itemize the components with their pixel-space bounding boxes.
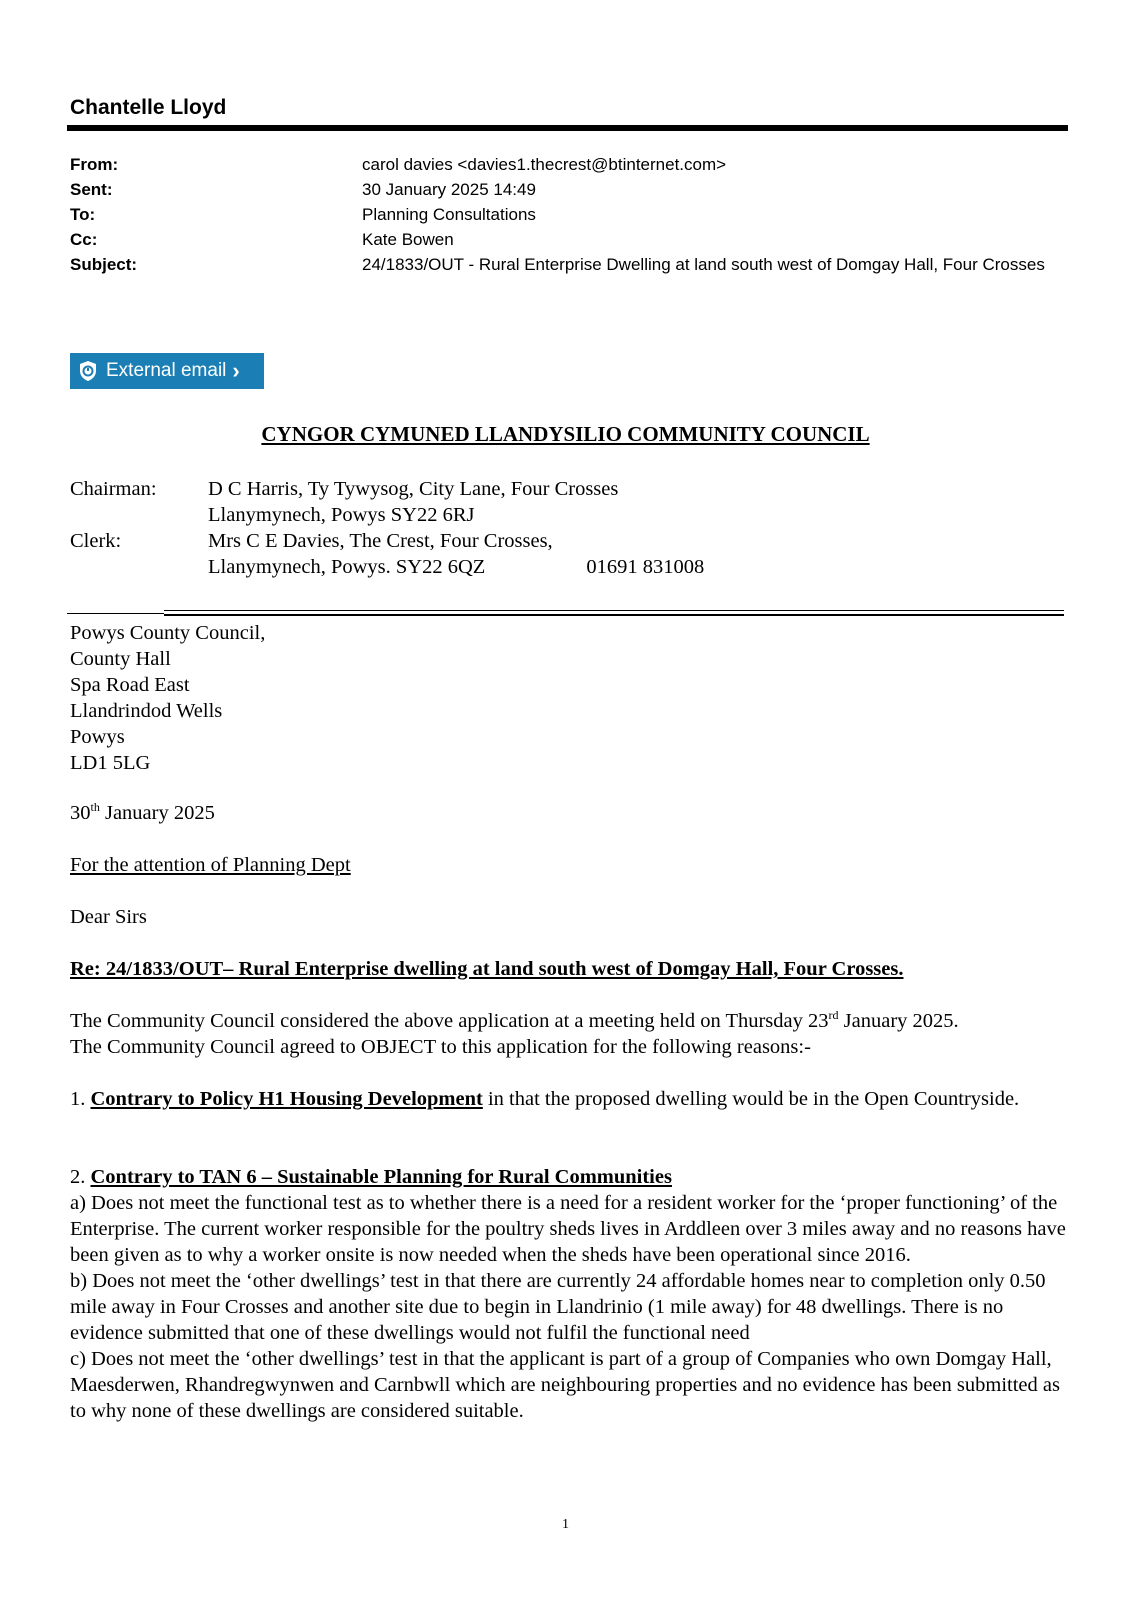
letterhead-rule-left (67, 613, 164, 614)
intro-sup: rd (828, 1008, 839, 1023)
salutation: Dear Sirs (70, 906, 147, 928)
reason-2-heading (70, 1164, 1070, 1190)
reason-2c: c) Does not meet the ‘other dwellings’ test in that the applicant is part of a group of Companies who own Domgay Hall, Maesderwen, Rhandregwynwen and Carnbwll which are neighbouring properties and no evidence has been submitted as to why none of these dwellings are considered suitable. (70, 1348, 1060, 1422)
from-value[interactable]: carol davies <davies1.thecrest@btinternet.com> (362, 155, 727, 174)
external-email-badge[interactable] (70, 353, 264, 389)
date-day: 30 (70, 802, 91, 824)
intro-line-2: The Community Council agreed to OBJECT to this application for the following reasons:- (70, 1036, 811, 1058)
intro-text-b: January 2025. (838, 1010, 959, 1032)
chairman-label: Chairman: (70, 478, 157, 500)
chairman-address (208, 476, 618, 528)
from-row (70, 152, 1050, 177)
intro-paragraph (70, 1008, 1070, 1060)
shield-icon (78, 360, 98, 382)
address-line: Llandrindod Wells (70, 700, 223, 722)
address-line: LD1 5LG (70, 752, 151, 774)
address-line: Powys (70, 726, 125, 748)
reason-1 (70, 1086, 1070, 1112)
letterhead-rule-lower (164, 614, 1064, 616)
letterhead-rule-upper (164, 610, 1064, 611)
intro-text-a: The Community Council considered the above application at a meeting held on Thursday 23 (70, 1010, 829, 1032)
council-name-heading: CYNGOR CYMUNED LLANDYSILIO COMMUNITY COUNCIL (261, 422, 870, 446)
cc-row (70, 227, 1050, 252)
clerk-line-2 (208, 554, 704, 580)
reason-2-number: 2. (70, 1166, 91, 1188)
sent-value: 30 January 2025 14:49 (362, 180, 536, 199)
chairman-line-1: D C Harris, Ty Tywysog, City Lane, Four Crosses (208, 478, 619, 500)
reason-2-title: Contrary to TAN 6 – Sustainable Planning for Rural Communities (90, 1166, 672, 1188)
letter-date (70, 800, 1070, 826)
address-line: Spa Road East (70, 674, 190, 696)
chairman-line-2: Llanymynech, Powys SY22 6RJ (208, 504, 475, 526)
attention-line: For the attention of Planning Dept (70, 854, 351, 876)
clerk-row (70, 528, 704, 580)
reason-2 (70, 1164, 1070, 1424)
to-label: To: (70, 205, 96, 224)
reason-1-title: Contrary to Policy H1 Housing Development (90, 1088, 483, 1110)
mailbox-owner-name: Chantelle Lloyd (70, 96, 227, 119)
page-number: 1 (562, 1517, 569, 1532)
cc-label: Cc: (70, 230, 98, 249)
subject-label: Subject: (70, 255, 138, 274)
cc-value[interactable]: Kate Bowen (362, 230, 454, 249)
reason-1-number: 1. (70, 1088, 91, 1110)
re-line: Re: 24/1833/OUT– Rural Enterprise dwelling at land south west of Domgay Hall, Four Crosses. (70, 958, 904, 980)
clerk-address (208, 528, 704, 580)
header-divider (67, 125, 1068, 131)
to-value[interactable]: Planning Consultations (362, 205, 536, 224)
address-line: County Hall (70, 648, 171, 670)
clerk-line-2-text: Llanymynech, Powys. SY22 6QZ (208, 556, 486, 578)
sent-row (70, 177, 1050, 202)
subject-row (70, 252, 1050, 277)
to-row (70, 202, 1050, 227)
date-rest: January 2025 (99, 802, 215, 824)
external-email-label: External email (106, 360, 227, 381)
date-suffix: th (90, 800, 100, 815)
from-label: From: (70, 155, 119, 174)
reason-2b: b) Does not meet the ‘other dwellings’ test in that there are currently 24 affordable homes near to completion only 0.50 mile away in Four Crosses and another site due to begin in Llandrinio (1 mile away) for 48 dwellings. There is no evidence submitted that one of these dwellings would not fulfil the functional need (70, 1270, 1046, 1344)
clerk-label: Clerk: (70, 530, 122, 552)
clerk-phone: 01691 831008 (586, 556, 705, 578)
chevron-right-icon: › (232, 358, 240, 383)
email-headers (70, 152, 1050, 277)
reason-2a: a) Does not meet the functional test as to whether there is a need for a resident worker for the ‘proper functioning’ of the Enterprise. The current worker responsible for the poultry sheds lives in Arddleen over 3 miles away and no reasons have been given as to why a worker onsite is now needed when the sheds have been operational since 2016. (70, 1192, 1066, 1266)
address-line: Powys County Council, (70, 622, 266, 644)
recipient-address (70, 620, 1070, 776)
subject-value: 24/1833/OUT - Rural Enterprise Dwelling at land south west of Domgay Hall, Four Crosses (362, 255, 1045, 274)
clerk-line-1: Mrs C E Davies, The Crest, Four Crosses, (208, 530, 553, 552)
chairman-row (70, 476, 704, 528)
reason-1-text: in that the proposed dwelling would be in the Open Countryside. (482, 1088, 1020, 1110)
sent-label: Sent: (70, 180, 113, 199)
intro-line-1 (70, 1008, 1070, 1034)
council-officers (70, 476, 704, 580)
